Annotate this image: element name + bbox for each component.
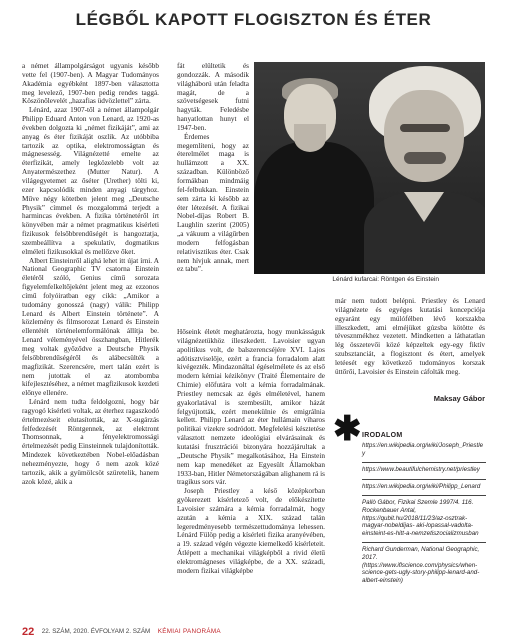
paragraph: Albert Einsteinről alighá lehet itt újat írni. A National Geographic TV csatorna Einstein életéről szóló, Genius című sorozata figyelemfelkeltőjeként jelent meg az ezzonos című folyóiratban egy cikk: „Amikor a tudomány gonosszá (nagy) válik: Philipp Lenard és Albert Einstein története”. A közlemény és filmsorozat Lenard és Einstein ellentétét történelemformálónak állítja be. Lenard véleményével összhangban, Hitlerék meg voltak győződve a Deutsche Physik felsőbbrendűségéről és alábecsülték a magfizikát. Szerencsére, mert talán ezért is nem jutottak el az atombomba kifejlesztéséhez, a német magfizikusok kezdeti előnye ellenére.	[22, 256, 159, 398]
photo-figure-einstein-mustache	[404, 152, 446, 164]
references-title: IRODALOM	[362, 432, 403, 439]
reference-item: Richard Gunderman, National Geographic, 2017. (https://www.iflscience.com/physics/when-science-gets-ugly-story-philipp-lenard-and-albert-einstein)	[362, 542, 486, 589]
paragraph: Lénárd nem tudta feldolgozni, hogy bár ragyogó kísérleti voltak, az éterhez ragaszkodó értelmezéseit elutasították, az X-sugárzás felfedezését Röntgennek, az elektront Thomsonnak, a fényelektromossági értelmezését pedig Einsteinnek tulajdonították. Mindezek következtében Nobel-előadásban nehezményezte, hogy ő nem azok közé tartozik, akik a gyümölcsöt szüretelik, hanem azok közé, akik a	[22, 398, 159, 486]
photo-figure-einstein-eyes	[400, 124, 450, 132]
reference-item[interactable]: https://en.wikipedia.org/wiki/Joseph_Priestley	[362, 442, 484, 457]
reference-item[interactable]: https://en.wikipedia.org/wiki/Philipp_Lenard	[362, 479, 486, 496]
author-signature: Maksay Gábor	[433, 394, 485, 403]
issue-info: 22. SZÁM, 2020. ÉVFOLYAM 2. SZÁM	[41, 628, 151, 636]
reference-item[interactable]: https://www.beautifulchemistry.net/priestley	[362, 462, 486, 479]
text-column-2-top	[177, 62, 249, 328]
paragraph: már nem tudott belépni. Priestley és Lenard világnézete és egyéges kutatási koncepciója egyaránt egy múlófélben lévő korszakba illeszkedett, ami elméjüket gúzsba kötötte és tévesznmékhez vezetett. Mindketten a láthatatlan lég összetevői közé képzeltek egy-egy fiktív szubsztanciát, a flogisztont és étert, amelyek letéesét egy következő tudományos korszak üttőrői, Lavoisier és Einstein cáfolták meg.	[335, 297, 485, 376]
page-number: 22	[22, 625, 35, 638]
reference-item: Pallò Gábor, Fizikai Szemle 1997/4. 116. Rockenbauer Antal, https://qubit.hu/2018/11/23/az-osztrak-magyar-nobeldijas- aki-lopassal-vadolta-einsteint-es-hitt-a-nemzetiszocializmusban	[362, 495, 486, 542]
text-column-1	[22, 62, 159, 627]
magazine-name: KÉMIAI PANORÁMA	[157, 628, 221, 636]
paragraph: Hőseink életét meghatározta, hogy munkásságuk világnézetükhöz illeszkedett. Lavoisier ugyan apolitikus volt, de balszerencséjére XVI. Lajos adótisztviselője, ezért a francia forradalom alatt kivégezték. Mindazonáltal égéselmélete és az első modern kémiai kézikönyv (Traité Élementaire de Chimie) előfutára volt a kémia forradalmának. Priestley nemcsak az égés elméletével, hanem gyakorlatával is szembesült, amikor házát felgyújtották, ezért menekülnie és emigrálnia kellett. Philipp Lenard az éter hullámain viharos politikai vizekre sodródott. Megfelelési késztetése választott nemzete ideológiai elvárásainak és kutatási frusztrációi bizonyára hozzájárultak a „Deutsche Physik” megalkotásához, Ha Einstein nem kap menedéket az Egyesült Államokban 1933-ban, Hitler Németországában alighanem rá is tragikus sors vár.	[177, 328, 325, 487]
page-title: LÉGBŐL KAPOTT FLOGISZTON ÉS ÉTER	[75, 10, 432, 29]
photo-figure-roentgen-body	[254, 142, 374, 274]
photo-figure-roentgen-beard	[294, 124, 326, 152]
photo-roentgen-einstein	[254, 62, 485, 274]
paragraph: Érdemes megemlíteni, hogy az éterelmélet maga is hullámzott a XX. században. Különböző formákban mindmáig fel-felbukkan. Einstein sem zárta ki később az éter létezését. A fizikai Nobel-díjas Robert B. Laughlin szerint (2005) „a vákuum a világűrben modern felfogásban relativisztikus éter. Csak nem hívjuk annak, mert ez tabu”.	[177, 132, 249, 274]
references-list	[362, 442, 486, 589]
text-column-2-bottom	[177, 328, 325, 626]
text-column-3	[335, 297, 485, 393]
photo-figure-einstein-head	[384, 90, 464, 182]
page-footer	[22, 623, 221, 638]
asterisk-icon: ✱	[333, 410, 362, 448]
paragraph: a német állampolgárságot ugyanis később vette fel (1907-ben). A Magyar Tudományos Akadémia egyébként 1897-ben választotta meg levelező, 1907-ben pedig rendes taggá. Köszönőlevelét „hazafias üdvözlettel” zárta.	[22, 62, 159, 106]
paragraph: Lénárd, azaz 1907-től a német állampolgár Philipp Eduard Anton von Lenard, az 1920-as években dolgozta ki „német fizikáját”, ami az anyag és éter fizikáját oszlik. Az utóbbiba tartozik az optika, elektromosságtan és mágnesesség. Világnézetté emelte az éterfizikát, amely legközelebb volt az Anyatermészethez (Mutter Natur). A világegyetemet az őséter (Urether) tölti ki, ezer kapcsolódik minden anyagi tárgyhoz. Műve négy kötetben jelent meg „Deutsche Physik” címmel és mozgalommá terjedt a harmincas években. A fizika történetéről írt könyvében már a német pragmatikus kísérleti fizikusok felsőbbrendűségét is hangoztatja, szembeállítva a spekulatív, dogmatikus elméleti fizikusokkal és mellőzve őket.	[22, 106, 159, 256]
photo-caption: Lénárd kufarcai: Röntgen és Einstein	[332, 276, 439, 283]
paragraph: Joseph Priestley a késő középkorban gyökerezett kísérletező volt, de előkészítette Lavoisier számára a kémia forradalmát, hogy azután a kémia a XIX. század talán legeredményesebb természettudománya lehessen. Lénárd Fülöp pedig a kísérleti fizika aranyévében, a 19. század végén végezte kiemelkedő kísérleteit. Átlépett a mechanikai világképből a rivid életű elektromágneses világképbe, de a XX. századi, modern fizikai világképbe	[177, 487, 325, 575]
paragraph: fát elültetik és gondozzák. A második világháború után feladta magát, de a szövetségesek futni hagyták. Feledésbe hanyatlottan hunyt el 1947-ben.	[177, 62, 249, 132]
